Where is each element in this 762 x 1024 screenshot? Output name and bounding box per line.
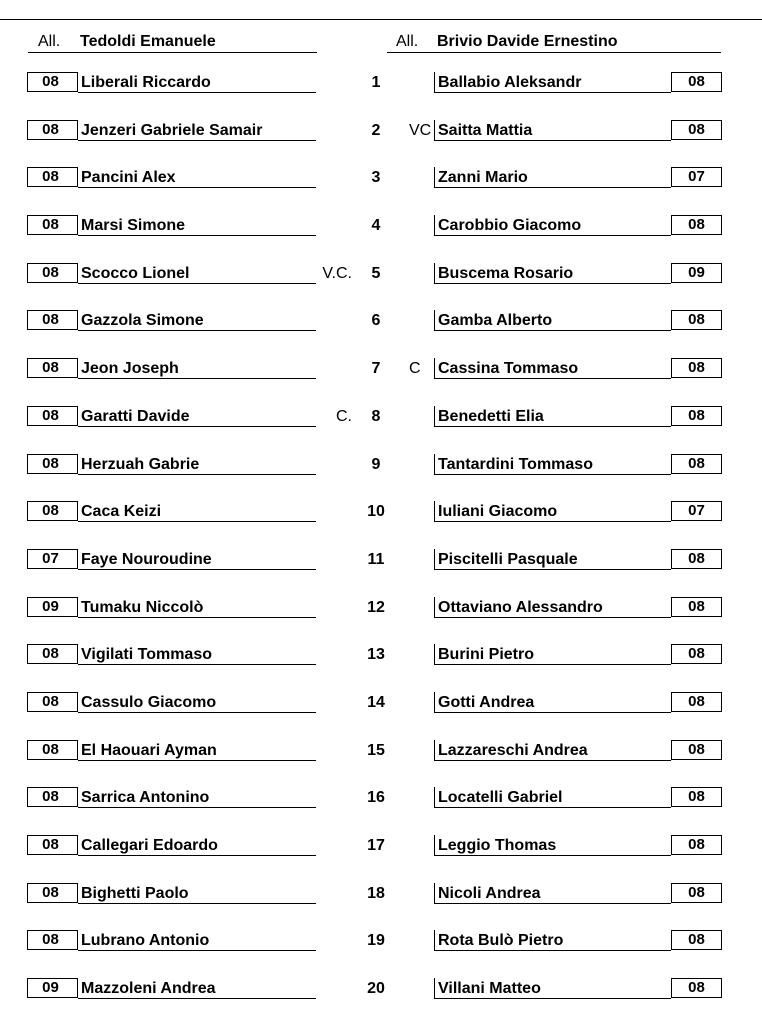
roster-row: [0, 976, 762, 1024]
right-name-divider: [434, 883, 435, 903]
left-shirt-number: 08: [42, 692, 59, 710]
right-shirt-number: 08: [688, 216, 705, 234]
left-name-underline: [78, 807, 316, 808]
right-player-name: Villani Matteo: [438, 980, 541, 998]
row-number: 8: [371, 407, 381, 425]
left-name-underline: [78, 378, 316, 379]
left-player-name: Bighetti Paolo: [81, 884, 189, 902]
right-player-name: Cassina Tommaso: [438, 360, 579, 378]
left-shirt-number: 07: [42, 549, 59, 567]
right-name-divider: [434, 835, 435, 855]
row-number: 7: [371, 360, 381, 378]
right-player-name: Buscema Rosario: [438, 264, 574, 282]
right-shirt-number: 08: [688, 883, 705, 901]
left-shirt-box: [27, 787, 78, 807]
left-shirt-number: 08: [42, 454, 59, 472]
right-shirt-number: 08: [688, 979, 705, 997]
left-shirt-number: 08: [42, 311, 59, 329]
right-name-underline: [434, 998, 671, 999]
row-number: 5: [371, 264, 381, 282]
right-shirt-box: [671, 310, 722, 330]
left-shirt-box: [27, 454, 78, 474]
right-name-underline: [434, 187, 671, 188]
row-number: 11: [367, 550, 385, 568]
left-shirt-box: [27, 263, 78, 283]
left-name-underline: [78, 187, 316, 188]
right-player-name: Gamba Alberto: [438, 312, 553, 330]
left-name-underline: [78, 330, 316, 331]
right-shirt-number: 08: [688, 692, 705, 710]
left-player-name: Lubrano Antonio: [81, 932, 210, 950]
left-shirt-box: [27, 120, 78, 140]
right-name-divider: [434, 644, 435, 664]
right-shirt-number: 07: [688, 168, 705, 186]
left-name-underline: [78, 569, 316, 570]
left-player-name: Jeon Joseph: [81, 360, 179, 378]
left-shirt-box: [27, 883, 78, 903]
right-coach-line: [387, 52, 721, 53]
left-player-name: Faye Nouroudine: [81, 550, 212, 568]
right-player-name: Gotti Andrea: [438, 693, 535, 711]
roster-row: [0, 881, 762, 929]
right-player-name: Burini Pietro: [438, 646, 535, 664]
row-number: 16: [367, 789, 385, 807]
right-shirt-number: 08: [688, 406, 705, 424]
left-shirt-box: [27, 692, 78, 712]
right-shirt-box: [671, 930, 722, 950]
left-coach-name: Tedoldi Emanuele: [80, 33, 216, 50]
left-player-name: Garatti Davide: [81, 407, 190, 425]
left-name-underline: [78, 92, 316, 93]
roster-row: [0, 690, 762, 738]
right-shirt-number: 08: [688, 549, 705, 567]
left-name-underline: [78, 664, 316, 665]
left-name-underline: [78, 426, 316, 427]
left-shirt-number: 08: [42, 502, 59, 520]
roster-row: [0, 547, 762, 595]
right-name-underline: [434, 283, 671, 284]
right-shirt-number: 08: [688, 359, 705, 377]
left-shirt-box: [27, 978, 78, 998]
row-number: 13: [367, 646, 385, 664]
roster-row: [0, 261, 762, 309]
roster-row: [0, 404, 762, 452]
roster-row: [0, 165, 762, 213]
right-shirt-box: [671, 167, 722, 187]
right-name-divider: [434, 978, 435, 998]
left-name-underline: [78, 760, 316, 761]
row-number: 19: [367, 932, 385, 950]
row-number: 18: [367, 884, 385, 902]
roster-rows: [0, 70, 762, 1024]
left-shirt-number: 08: [42, 73, 59, 90]
right-shirt-box: [671, 597, 722, 617]
left-player-name: Vigilati Tommaso: [81, 646, 212, 664]
right-name-divider: [434, 549, 435, 569]
right-shirt-box: [671, 978, 722, 998]
left-player-name: Jenzeri Gabriele Samair: [81, 121, 263, 139]
row-number: 3: [371, 169, 381, 187]
left-player-name: Pancini Alex: [81, 169, 176, 187]
left-name-underline: [78, 712, 316, 713]
right-coach-label: All.: [396, 33, 419, 50]
left-shirt-box: [27, 835, 78, 855]
left-shirt-box: [27, 597, 78, 617]
right-name-underline: [434, 903, 671, 904]
right-shirt-number: 08: [688, 120, 705, 138]
right-name-divider: [434, 215, 435, 235]
right-player-name: Ottaviano Alessandro: [438, 598, 603, 616]
right-name-underline: [434, 712, 671, 713]
left-player-name: Herzuah Gabrie: [81, 455, 200, 473]
left-player-name: El Haouari Ayman: [81, 741, 217, 759]
left-shirt-box: [27, 406, 78, 426]
right-name-divider: [434, 263, 435, 283]
roster-row: [0, 308, 762, 356]
row-number: 2: [371, 121, 381, 139]
row-number: 14: [367, 693, 385, 711]
right-shirt-box: [671, 644, 722, 664]
row-number: 20: [367, 980, 385, 998]
right-name-underline: [434, 330, 671, 331]
right-name-underline: [434, 140, 671, 141]
left-player-role: C.: [336, 407, 352, 425]
left-shirt-number: 08: [42, 788, 59, 806]
left-shirt-box: [27, 644, 78, 664]
right-shirt-number: 09: [688, 263, 705, 281]
left-shirt-box: [27, 358, 78, 378]
roster-row: [0, 833, 762, 881]
right-player-name: Benedetti Elia: [438, 407, 544, 425]
left-shirt-number: 08: [42, 359, 59, 377]
row-number: 1: [371, 74, 381, 91]
right-name-underline: [434, 569, 671, 570]
left-shirt-number: 08: [42, 931, 59, 949]
left-name-underline: [78, 474, 316, 475]
left-shirt-number: 09: [42, 597, 59, 615]
left-player-name: Callegari Edoardo: [81, 837, 218, 854]
right-name-underline: [434, 521, 671, 522]
right-name-divider: [434, 358, 435, 378]
right-name-underline: [434, 235, 671, 236]
right-shirt-box: [671, 740, 722, 760]
left-player-name: Cassulo Giacomo: [81, 693, 217, 711]
roster-row: [0, 499, 762, 547]
left-player-name: Mazzoleni Andrea: [81, 980, 216, 998]
row-number: 15: [367, 741, 385, 759]
right-coach-name: Brivio Davide Ernestino: [437, 33, 618, 50]
right-player-name: Saitta Mattia: [438, 121, 533, 139]
left-name-underline: [78, 521, 316, 522]
right-player-name: Zanni Mario: [438, 169, 528, 187]
row-number: 17: [367, 837, 385, 854]
roster-row: [0, 642, 762, 690]
right-player-name: Lazzareschi Andrea: [438, 741, 588, 759]
right-shirt-box: [671, 215, 722, 235]
right-shirt-box: [671, 883, 722, 903]
left-shirt-number: 08: [42, 216, 59, 234]
right-shirt-box: [671, 358, 722, 378]
left-shirt-box: [27, 740, 78, 760]
roster-row: [0, 118, 762, 166]
right-shirt-number: 08: [688, 788, 705, 806]
right-player-name: Carobbio Giacomo: [438, 217, 582, 235]
left-shirt-box: [27, 310, 78, 330]
right-shirt-box: [671, 835, 722, 855]
roster-row: [0, 70, 762, 118]
right-shirt-box: [671, 72, 722, 92]
left-name-underline: [78, 950, 316, 951]
roster-row: [0, 595, 762, 643]
left-shirt-number: 08: [42, 740, 59, 758]
left-name-underline: [78, 617, 316, 618]
roster-row: [0, 738, 762, 786]
left-shirt-box: [27, 167, 78, 187]
left-shirt-number: 09: [42, 979, 59, 997]
left-shirt-number: 08: [42, 120, 59, 138]
right-name-divider: [434, 597, 435, 617]
right-shirt-number: 08: [688, 311, 705, 329]
left-player-name: Marsi Simone: [81, 217, 186, 235]
left-coach-line: [28, 52, 317, 53]
left-player-name: Caca Keizi: [81, 503, 162, 521]
left-shirt-box: [27, 549, 78, 569]
right-name-underline: [434, 474, 671, 475]
right-name-divider: [434, 692, 435, 712]
right-shirt-number: 08: [688, 740, 705, 758]
right-shirt-number: 08: [688, 597, 705, 615]
right-shirt-number: 08: [688, 836, 705, 853]
row-number: 10: [367, 503, 385, 521]
right-player-role: C: [409, 360, 421, 378]
right-name-underline: [434, 664, 671, 665]
roster-row: [0, 213, 762, 261]
right-name-divider: [434, 406, 435, 426]
left-shirt-box: [27, 501, 78, 521]
left-name-underline: [78, 855, 316, 856]
left-player-name: Tumaku Niccolò: [81, 598, 204, 616]
left-name-underline: [78, 903, 316, 904]
left-shirt-number: 08: [42, 406, 59, 424]
right-shirt-box: [671, 692, 722, 712]
right-shirt-box: [671, 501, 722, 521]
row-number: 9: [371, 455, 381, 473]
right-shirt-number: 08: [688, 931, 705, 949]
right-player-name: Piscitelli Pasquale: [438, 550, 578, 568]
right-shirt-box: [671, 406, 722, 426]
right-name-underline: [434, 760, 671, 761]
right-shirt-box: [671, 549, 722, 569]
row-number: 12: [367, 598, 385, 616]
left-player-role: V.C.: [322, 264, 352, 282]
left-player-name: Sarrica Antonino: [81, 789, 210, 807]
coaches-header: [0, 32, 762, 54]
right-name-underline: [434, 617, 671, 618]
right-name-underline: [434, 855, 671, 856]
left-player-name: Scocco Lionel: [81, 264, 190, 282]
left-shirt-number: 08: [42, 645, 59, 663]
left-player-name: Gazzola Simone: [81, 312, 204, 330]
right-name-divider: [434, 310, 435, 330]
left-shirt-number: 08: [42, 883, 59, 901]
roster-row: [0, 785, 762, 833]
right-shirt-number: 08: [688, 454, 705, 472]
right-shirt-number: 08: [688, 73, 705, 90]
right-player-name: Leggio Thomas: [438, 837, 557, 854]
right-shirt-box: [671, 120, 722, 140]
right-shirt-number: 07: [688, 502, 705, 520]
left-shirt-box: [27, 215, 78, 235]
right-shirt-box: [671, 454, 722, 474]
left-shirt-number: 08: [42, 263, 59, 281]
left-player-name: Liberali Riccardo: [81, 74, 211, 91]
left-shirt-number: 08: [42, 836, 59, 853]
roster-row: [0, 928, 762, 976]
right-name-divider: [434, 120, 435, 140]
right-name-divider: [434, 787, 435, 807]
right-name-divider: [434, 501, 435, 521]
left-name-underline: [78, 283, 316, 284]
right-name-divider: [434, 454, 435, 474]
right-name-divider: [434, 167, 435, 187]
right-shirt-box: [671, 787, 722, 807]
left-shirt-box: [27, 930, 78, 950]
right-player-role: VC: [409, 121, 432, 139]
right-name-underline: [434, 426, 671, 427]
right-name-divider: [434, 72, 435, 92]
right-player-name: Tantardini Tommaso: [438, 455, 593, 473]
left-name-underline: [78, 998, 316, 999]
top-rule: [0, 19, 762, 20]
left-shirt-number: 08: [42, 168, 59, 186]
roster-row: [0, 356, 762, 404]
left-name-underline: [78, 235, 316, 236]
right-player-name: Ballabio Aleksandr: [438, 74, 582, 91]
right-name-underline: [434, 92, 671, 93]
right-name-underline: [434, 378, 671, 379]
right-player-name: Iuliani Giacomo: [438, 503, 558, 521]
right-shirt-box: [671, 263, 722, 283]
left-shirt-box: [27, 72, 78, 92]
right-name-divider: [434, 930, 435, 950]
left-name-underline: [78, 140, 316, 141]
right-shirt-number: 08: [688, 645, 705, 663]
right-player-name: Locatelli Gabriel: [438, 789, 563, 807]
roster-row: [0, 452, 762, 500]
left-coach-label: All.: [38, 33, 61, 50]
row-number: 6: [371, 312, 381, 330]
row-number: 4: [371, 217, 381, 235]
right-player-name: Rota Bulò Pietro: [438, 932, 564, 950]
right-name-underline: [434, 807, 671, 808]
right-name-divider: [434, 740, 435, 760]
right-player-name: Nicoli Andrea: [438, 884, 541, 902]
right-name-underline: [434, 950, 671, 951]
